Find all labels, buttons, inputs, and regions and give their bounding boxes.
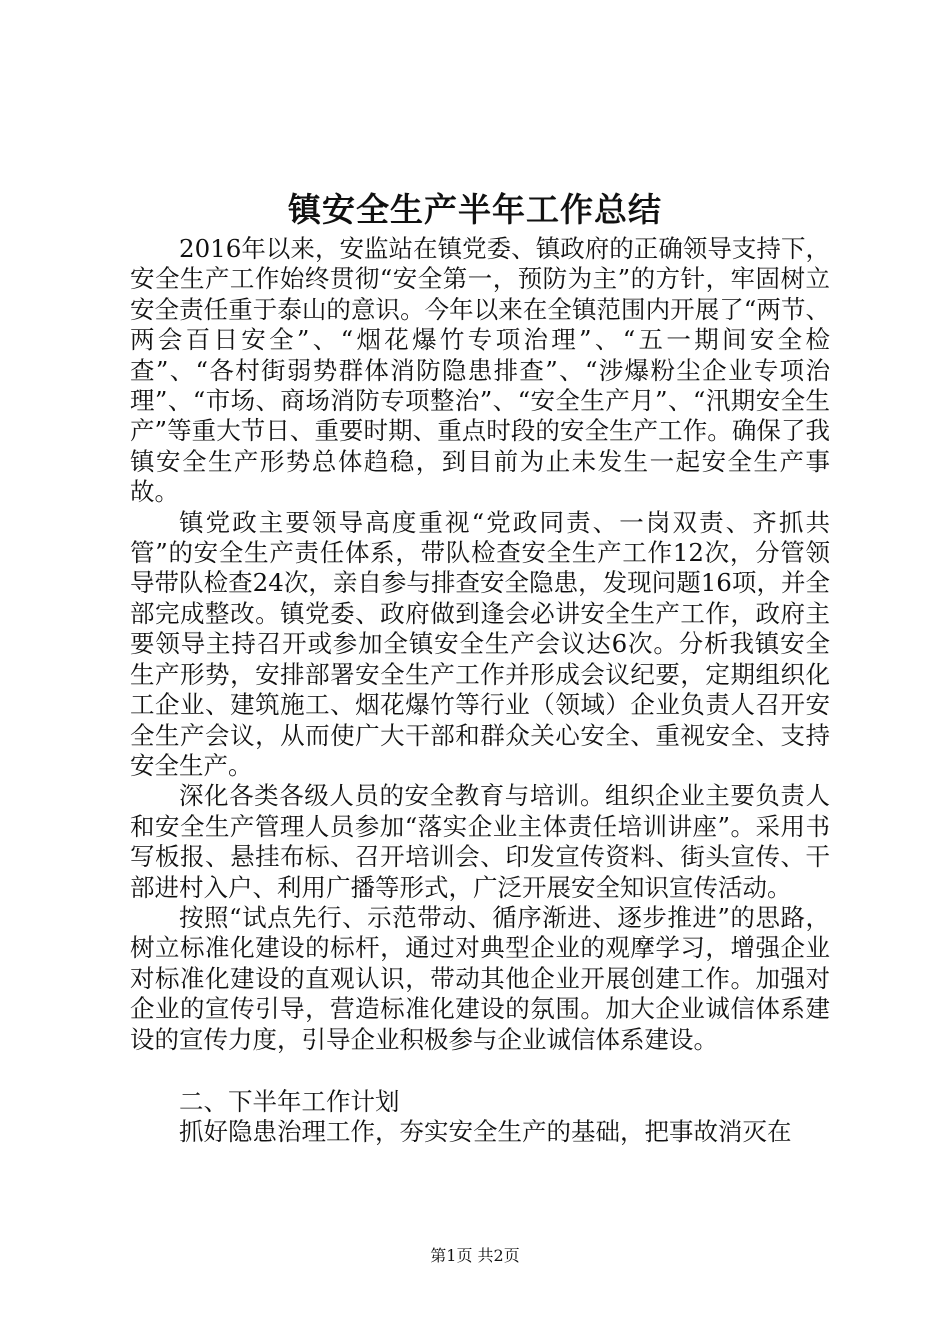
paragraph-1: 2016年以来，安监站在镇党委、镇政府的正确领导支持下，安全生产工作始终贯彻“安全第一，预防为主”的方针，牢固树立安全责任重于泰山的意识。今年以来在全镇范围内开展了“两节、两会百日安全”、“烟花爆竹专项治理”、“五一期间安全检查”、“各村街弱势群体消防隐患排查”、“涉爆粉尘企业专项治理”、“市场、商场消防专项整治”、“安全生产月”、“汛期安全生产”等重大节日、重要时期、重点时段的安全生产工作。确保了我镇安全生产形势总体趋稳，到目前为止未发生一起安全生产事故。 (130, 234, 830, 507)
paragraph-spacer (130, 1055, 830, 1087)
paragraph-4: 按照“试点先行、示范带动、循序渐进、逐步推进”的思路，树立标准化建设的标杆，通过对典型企业的观摩学习，增强企业对标准化建设的直观认识，带动其他企业开展创建工作。加强对企业的宣传引导，营造标准化建设的氛围。加大企业诚信体系建设的宣传力度，引导企业积极参与企业诚信体系建设。 (130, 902, 830, 1054)
document-body (130, 234, 830, 1148)
section-paragraph: 抓好隐患治理工作，夯实安全生产的基础，把事故消灭在 (179, 1117, 792, 1147)
page-footer: 第1页 共2页 (430, 1246, 520, 1265)
paragraph-2: 镇党政主要领导高度重视“党政同责、一岗双责、齐抓共管”的安全生产责任体系，带队检查安全生产工作12次，分管领导带队检查24次，亲自参与排查安全隐患，发现问题16项，并全部完成整改。镇党委、政府做到逢会必讲安全生产工作，政府主要领导主持召开或参加全镇安全生产会议达6次。分析我镇安全生产形势，安排部署安全生产工作并形成会议纪要，定期组织化工企业、建筑施工、烟花爆竹等行业（领域）企业负责人召开安全生产会议，从而使广大干部和群众关心安全、重视安全、支持安全生产。 (130, 507, 830, 780)
document-title: 镇安全生产半年工作总结 (288, 190, 662, 229)
paragraph-3: 深化各类各级人员的安全教育与培训。组织企业主要负责人和安全生产管理人员参加“落实企业主体责任培训讲座”。采用书写板报、悬挂布标、召开培训会、印发宣传资料、街头宣传、干部进村入户、利用广播等形式，广泛开展安全知识宣传活动。 (130, 781, 830, 902)
section-heading: 二、下半年工作计划 (179, 1086, 400, 1116)
